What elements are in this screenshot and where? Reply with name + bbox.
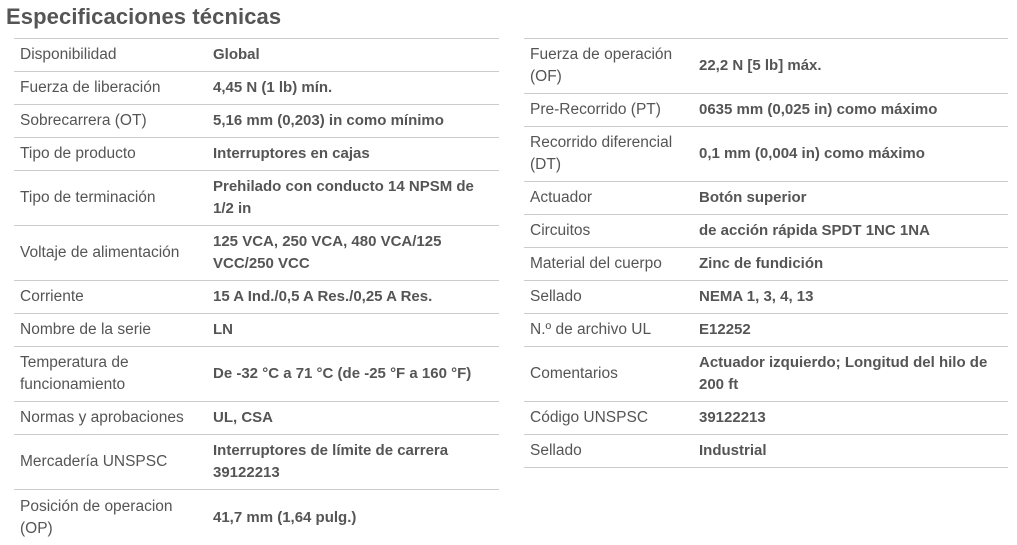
spec-row [524,435,1008,468]
spec-row [14,138,499,171]
spec-value: Global [213,46,260,63]
spec-row [524,127,1008,182]
spec-row [524,347,1008,402]
spec-row [524,215,1008,248]
spec-row [14,226,499,281]
spec-label: Fuerza de operación (OF) [530,46,673,85]
spec-value: 125 VCA, 250 VCA, 480 VCA/125 VCC/250 VCC [213,233,442,272]
spec-row [524,39,1008,94]
spec-value: 5,16 mm (0,203) in como mínimo [213,112,444,129]
spec-value: Interruptores en cajas [213,145,370,162]
spec-label: Comentarios [530,365,618,382]
spec-label: Recorrido diferencial (DT) [530,134,673,173]
spec-row [524,402,1008,435]
spec-row [524,94,1008,127]
spec-value: Zinc de fundición [699,255,824,272]
spec-value: 41,7 mm (1,64 pulg.) [213,508,357,526]
spec-label: Sellado [530,442,582,459]
spec-label: Corriente [20,288,84,305]
spec-label: Material del cuerpo [530,255,662,272]
spec-row [14,39,499,72]
spec-value: de acción rápida SPDT 1NC 1NA [699,222,930,239]
spec-value: 39122213 [699,409,766,426]
spec-label: Pre-Recorrido (PT) [530,101,661,118]
spec-label: Sobrecarrera (OT) [20,112,147,129]
spec-value: Botón superior [699,189,807,206]
spec-value: 22,2 N [5 lb] máx. [699,57,822,74]
spec-label: Tipo de terminación [20,189,156,206]
spec-row [14,72,499,105]
spec-value: 4,45 N (1 lb) mín. [213,79,333,96]
spec-row [524,248,1008,281]
spec-label: N.º de archivo UL [530,321,652,338]
spec-row [14,281,499,314]
spec-row [14,347,499,402]
specs-table-right [524,38,1008,468]
spec-value: UL, CSA [213,409,273,426]
spec-label: Nombre de la serie [20,321,151,338]
spec-row [14,314,499,347]
spec-value: LN [213,321,233,338]
specs-table-left [14,38,499,545]
spec-value: 15 A Ind./0,5 A Res./0,25 A Res. [213,288,433,305]
spec-label: Mercadería UNSPSC [20,453,168,470]
spec-label: Tipo de producto [20,145,136,162]
spec-row [14,171,499,226]
spec-value: E12252 [699,321,751,338]
spec-value: Interruptores de límite de carrera 39122213 [213,442,449,481]
page-title: Especificaciones técnicas [6,4,282,29]
spec-value: 0635 mm (0,025 in) como máximo [699,101,938,118]
spec-value: NEMA 1, 3, 4, 13 [699,288,814,305]
spec-row [14,435,499,490]
spec-label: Disponibilidad [20,46,117,63]
spec-row [14,402,499,435]
spec-value: Industrial [699,442,767,459]
spec-label: Posición de operacion (OP) [20,497,173,537]
spec-row [14,105,499,138]
spec-label: Temperatura de funcionamiento [20,354,129,393]
spec-label: Fuerza de liberación [20,79,161,96]
spec-value: Prehilado con conducto 14 NPSM de 1/2 in [213,178,474,217]
spec-value: Actuador izquierdo; Longitud del hilo de 200 ft [699,354,988,393]
spec-label: Circuitos [530,222,591,239]
spec-row [524,281,1008,314]
spec-label: Sellado [530,288,582,305]
spec-label: Actuador [530,189,593,206]
spec-label: Código UNSPSC [530,409,649,426]
spec-value: De -32 °C a 71 °C (de -25 °F a 160 °F) [213,365,472,382]
spec-row [524,314,1008,347]
spec-label: Normas y aprobaciones [20,409,184,426]
spec-value: 0,1 mm (0,004 in) como máximo [699,145,925,162]
spec-label: Voltaje de alimentación [20,244,180,261]
spec-row [524,182,1008,215]
spec-row [14,490,499,545]
